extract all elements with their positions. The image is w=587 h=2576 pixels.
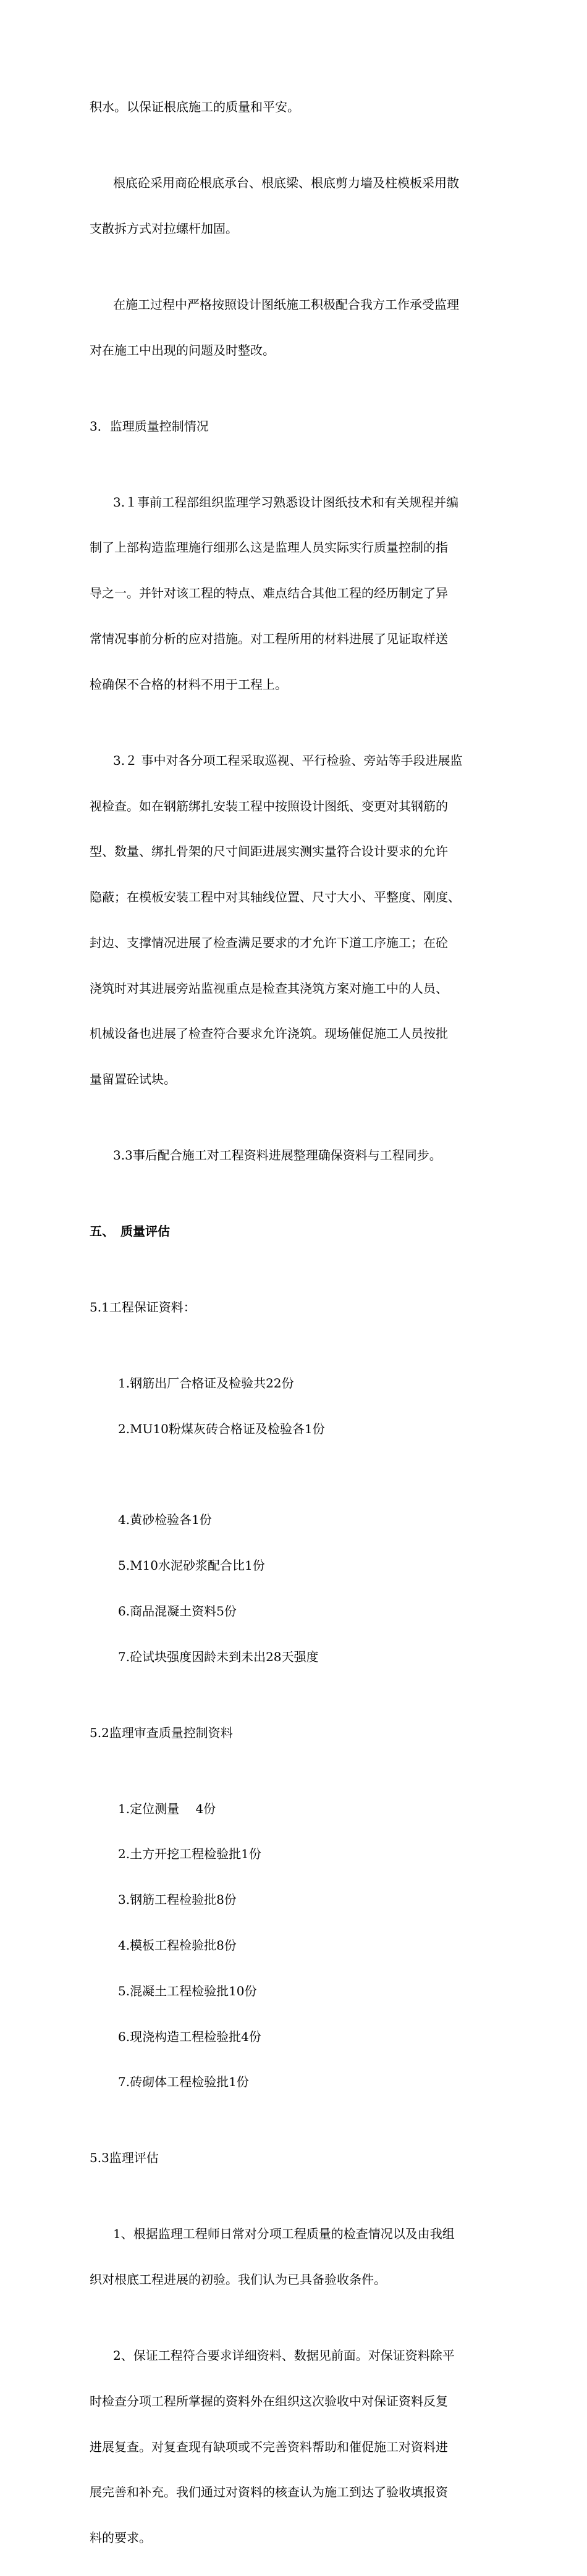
- list-item: 5.混凝土工程检验批10份: [118, 1983, 257, 1998]
- text-line: 1、根据监理工程师日常对分项工程质量的检查情况以及由我组: [113, 2226, 455, 2242]
- text-line: 在施工过程中严格按照设计图纸施工积极配合我方工作承受监理: [113, 297, 459, 312]
- text-line: 常情况事前分析的应对措施。对工程所用的材料进展了见证取样送: [90, 631, 448, 646]
- heading-section-5: [90, 1193, 504, 1269]
- text-line: 型、数量、绑扎骨架的尺寸间距进展实测实量符合设计要求的允许: [90, 844, 448, 859]
- list-item: 6.现浇构造工程检验批4份: [118, 2029, 261, 2044]
- list-item: 3.钢筋工程检验批8份: [118, 1892, 237, 1908]
- text-line: 料的要求。: [90, 2530, 151, 2546]
- document-body: [90, 69, 504, 2576]
- text-line: 进展复查。对复查现有缺项或不完善资料帮助和催促施工对资料进: [90, 2439, 448, 2454]
- text-line: 积水。以保证根底施工的质量和平安。: [90, 99, 300, 115]
- paragraph-construction-process: [90, 267, 504, 389]
- subsection-heading: 5.3监理评估: [90, 2150, 159, 2166]
- text-line: 2、保证工程符合要求详细资料、数据见前面。对保证资料除平: [113, 2348, 455, 2363]
- text-line: 量留置砼试块。: [90, 1072, 176, 1087]
- section-heading: 3．监理质量控制情况: [90, 418, 209, 434]
- heading-section-3: [90, 388, 504, 464]
- text-line: 3.１事前工程部组织监理学习熟悉设计图纸技术和有关规程并编: [113, 494, 459, 510]
- heading-5-3: [90, 2120, 504, 2196]
- text-line: 视检查。如在钢筋绑扎安装工程中按照设计图纸、变更对其钢筋的: [90, 798, 448, 814]
- subsection-heading: 5.1工程保证资料：: [90, 1300, 196, 1315]
- text-line: 机械设备也进展了检查符合要求允许浇筑。现场催促施工人员按批: [90, 1026, 448, 1042]
- list-item: 4.模板工程检验批8份: [118, 1938, 237, 1953]
- text-line: 检确保不合格的材料不用于工程上。: [90, 676, 287, 692]
- text-line: 浇筑时对其进展旁站监视重点是检查其浇筑方案对施工中的人员、: [90, 980, 448, 996]
- paragraph-foundation-drainage: [90, 69, 504, 145]
- text-line: 隐蔽；在模板安装工程中对其轴线位置、尺寸大小、平整度、刚度、: [90, 890, 460, 905]
- heading-5-2: [90, 1695, 504, 1771]
- list-item: 2.MU10粉煤灰砖合格证及检验各1份: [118, 1421, 325, 1436]
- list-item: 2.土方开挖工程检验批1份: [118, 1846, 261, 1862]
- paragraph-5-3-1: [90, 2196, 504, 2318]
- paragraph-foundation-concrete: [90, 145, 504, 267]
- text-line: 导之一。并针对该工程的特点、难点结合其他工程的经历制定了异: [90, 586, 448, 601]
- list-item: 6.商品混凝土资料5份: [118, 1603, 237, 1618]
- list-item: 4.黄砂检验各1份: [118, 1512, 212, 1528]
- text-line: 制了上部构造监理施行细那么这是监理人员实际实行质量控制的指: [90, 540, 448, 555]
- paragraph-3-1: [90, 464, 504, 722]
- list-5-2: [90, 1771, 504, 2121]
- text-line: 支散拆方式对拉螺杆加固。: [90, 221, 238, 236]
- list-item: 7.砖砌体工程检验批1份: [118, 2074, 249, 2090]
- text-line: 时检查分项工程所掌握的资料外在组织这次验收中对保证资料反复: [90, 2393, 448, 2409]
- text-line: 根底砼采用商砼根底承台、根底梁、根底剪力墙及柱模板采用散: [113, 175, 459, 191]
- list-item: 1.定位测量 4份: [118, 1801, 216, 1816]
- text-line: 展完善和补充。我们通过对资料的核查认为施工到达了验收填报资: [90, 2485, 448, 2500]
- list-item: 7.砼试块强度因龄未到未出28天强度: [118, 1649, 319, 1664]
- paragraph-3-2: [90, 723, 504, 1118]
- blank-line: [90, 1467, 504, 1483]
- section-heading: 五、 质量评估: [90, 1224, 170, 1239]
- list-5-1: [90, 1345, 504, 1695]
- list-item: 1.钢筋出厂合格证及检验共22份: [118, 1376, 294, 1391]
- text-line: 对在施工中出现的问题及时整改。: [90, 342, 275, 358]
- list-item: 5.M10水泥砂浆配合比1份: [118, 1558, 265, 1573]
- text-line: 3.２ 事中对各分项工程采取巡视、平行检验、旁站等手段进展监: [113, 752, 463, 768]
- paragraph-5-3-2: [90, 2318, 504, 2576]
- paragraph-3-3: [90, 1118, 504, 1193]
- text-line: 封边、支撑情况进展了检查满足要求的才允许下道工序施工；在砼: [90, 935, 448, 950]
- text-line: 织对根底工程进展的初验。我们认为已具备验收条件。: [90, 2272, 386, 2288]
- subsection-heading: 5.2监理审查质量控制资料: [90, 1725, 233, 1740]
- heading-5-1: [90, 1269, 504, 1345]
- text-line: 3.3事后配合施工对工程资料进展整理确保资料与工程同步。: [113, 1148, 442, 1163]
